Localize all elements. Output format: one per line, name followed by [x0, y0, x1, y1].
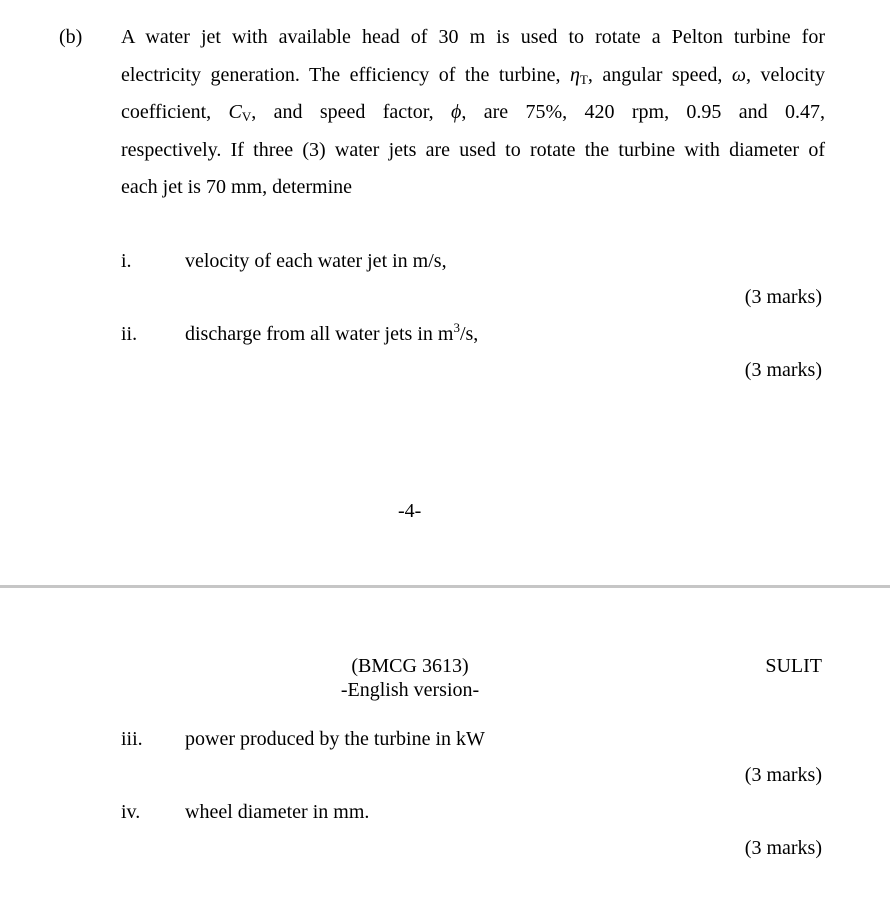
item-text-ii: discharge from all water jets in $m^3/s$, — [185, 320, 479, 345]
version-label: -English version- — [340, 679, 480, 701]
item-text-iv: wheel diameter in mm. — [185, 801, 370, 823]
page-number: -4- — [398, 500, 422, 522]
item-text-i: velocity of each water jet in m/s, — [185, 250, 447, 272]
item-marks-i: (3 marks) — [744, 286, 822, 308]
item-marks-ii: (3 marks) — [744, 359, 822, 381]
item-marks-iv: (3 marks) — [744, 837, 822, 859]
question-line-2: electricity generation. The efficiency of the turbine, $\eta_T$, angular speed, ω, velocity — [121, 63, 825, 87]
classification-label: SULIT — [765, 655, 822, 677]
question-line-5: each jet is 70 mm, determine — [121, 176, 353, 198]
omega-symbol: ω — [731, 63, 747, 86]
eta-subscript: T — [579, 71, 588, 87]
eta-symbol: η — [570, 63, 580, 86]
page-divider — [0, 585, 890, 588]
item-marks-iii: (3 marks) — [744, 764, 822, 786]
question-paragraph — [121, 19, 825, 207]
question-line-3: coefficient, $C_V$, and speed factor, ϕ, are 75%, 420 rpm, 0.95 and 0.47, — [121, 101, 826, 124]
part-label: (b) — [59, 26, 83, 48]
item-number-iv: iv. — [121, 801, 141, 823]
item-number-i: i. — [121, 250, 132, 272]
item-text-iii: power produced by the turbine in kW — [185, 728, 485, 750]
cv-subscript: V — [241, 109, 252, 124]
item-number-iii: iii. — [121, 728, 143, 750]
question-line-4: respectively. If three (3) water jets are used to rotate the turbine with diameter of — [121, 138, 825, 161]
phi-symbol: ϕ — [450, 101, 462, 123]
item-number-ii: ii. — [121, 323, 138, 345]
cv-symbol: C — [228, 101, 242, 123]
superscript-3: 3 — [453, 320, 460, 335]
question-line-1: A water jet with available head of 30 m is used to rotate a Pelton turbine for — [121, 26, 825, 48]
course-code: (BMCG 3613) — [351, 655, 469, 677]
